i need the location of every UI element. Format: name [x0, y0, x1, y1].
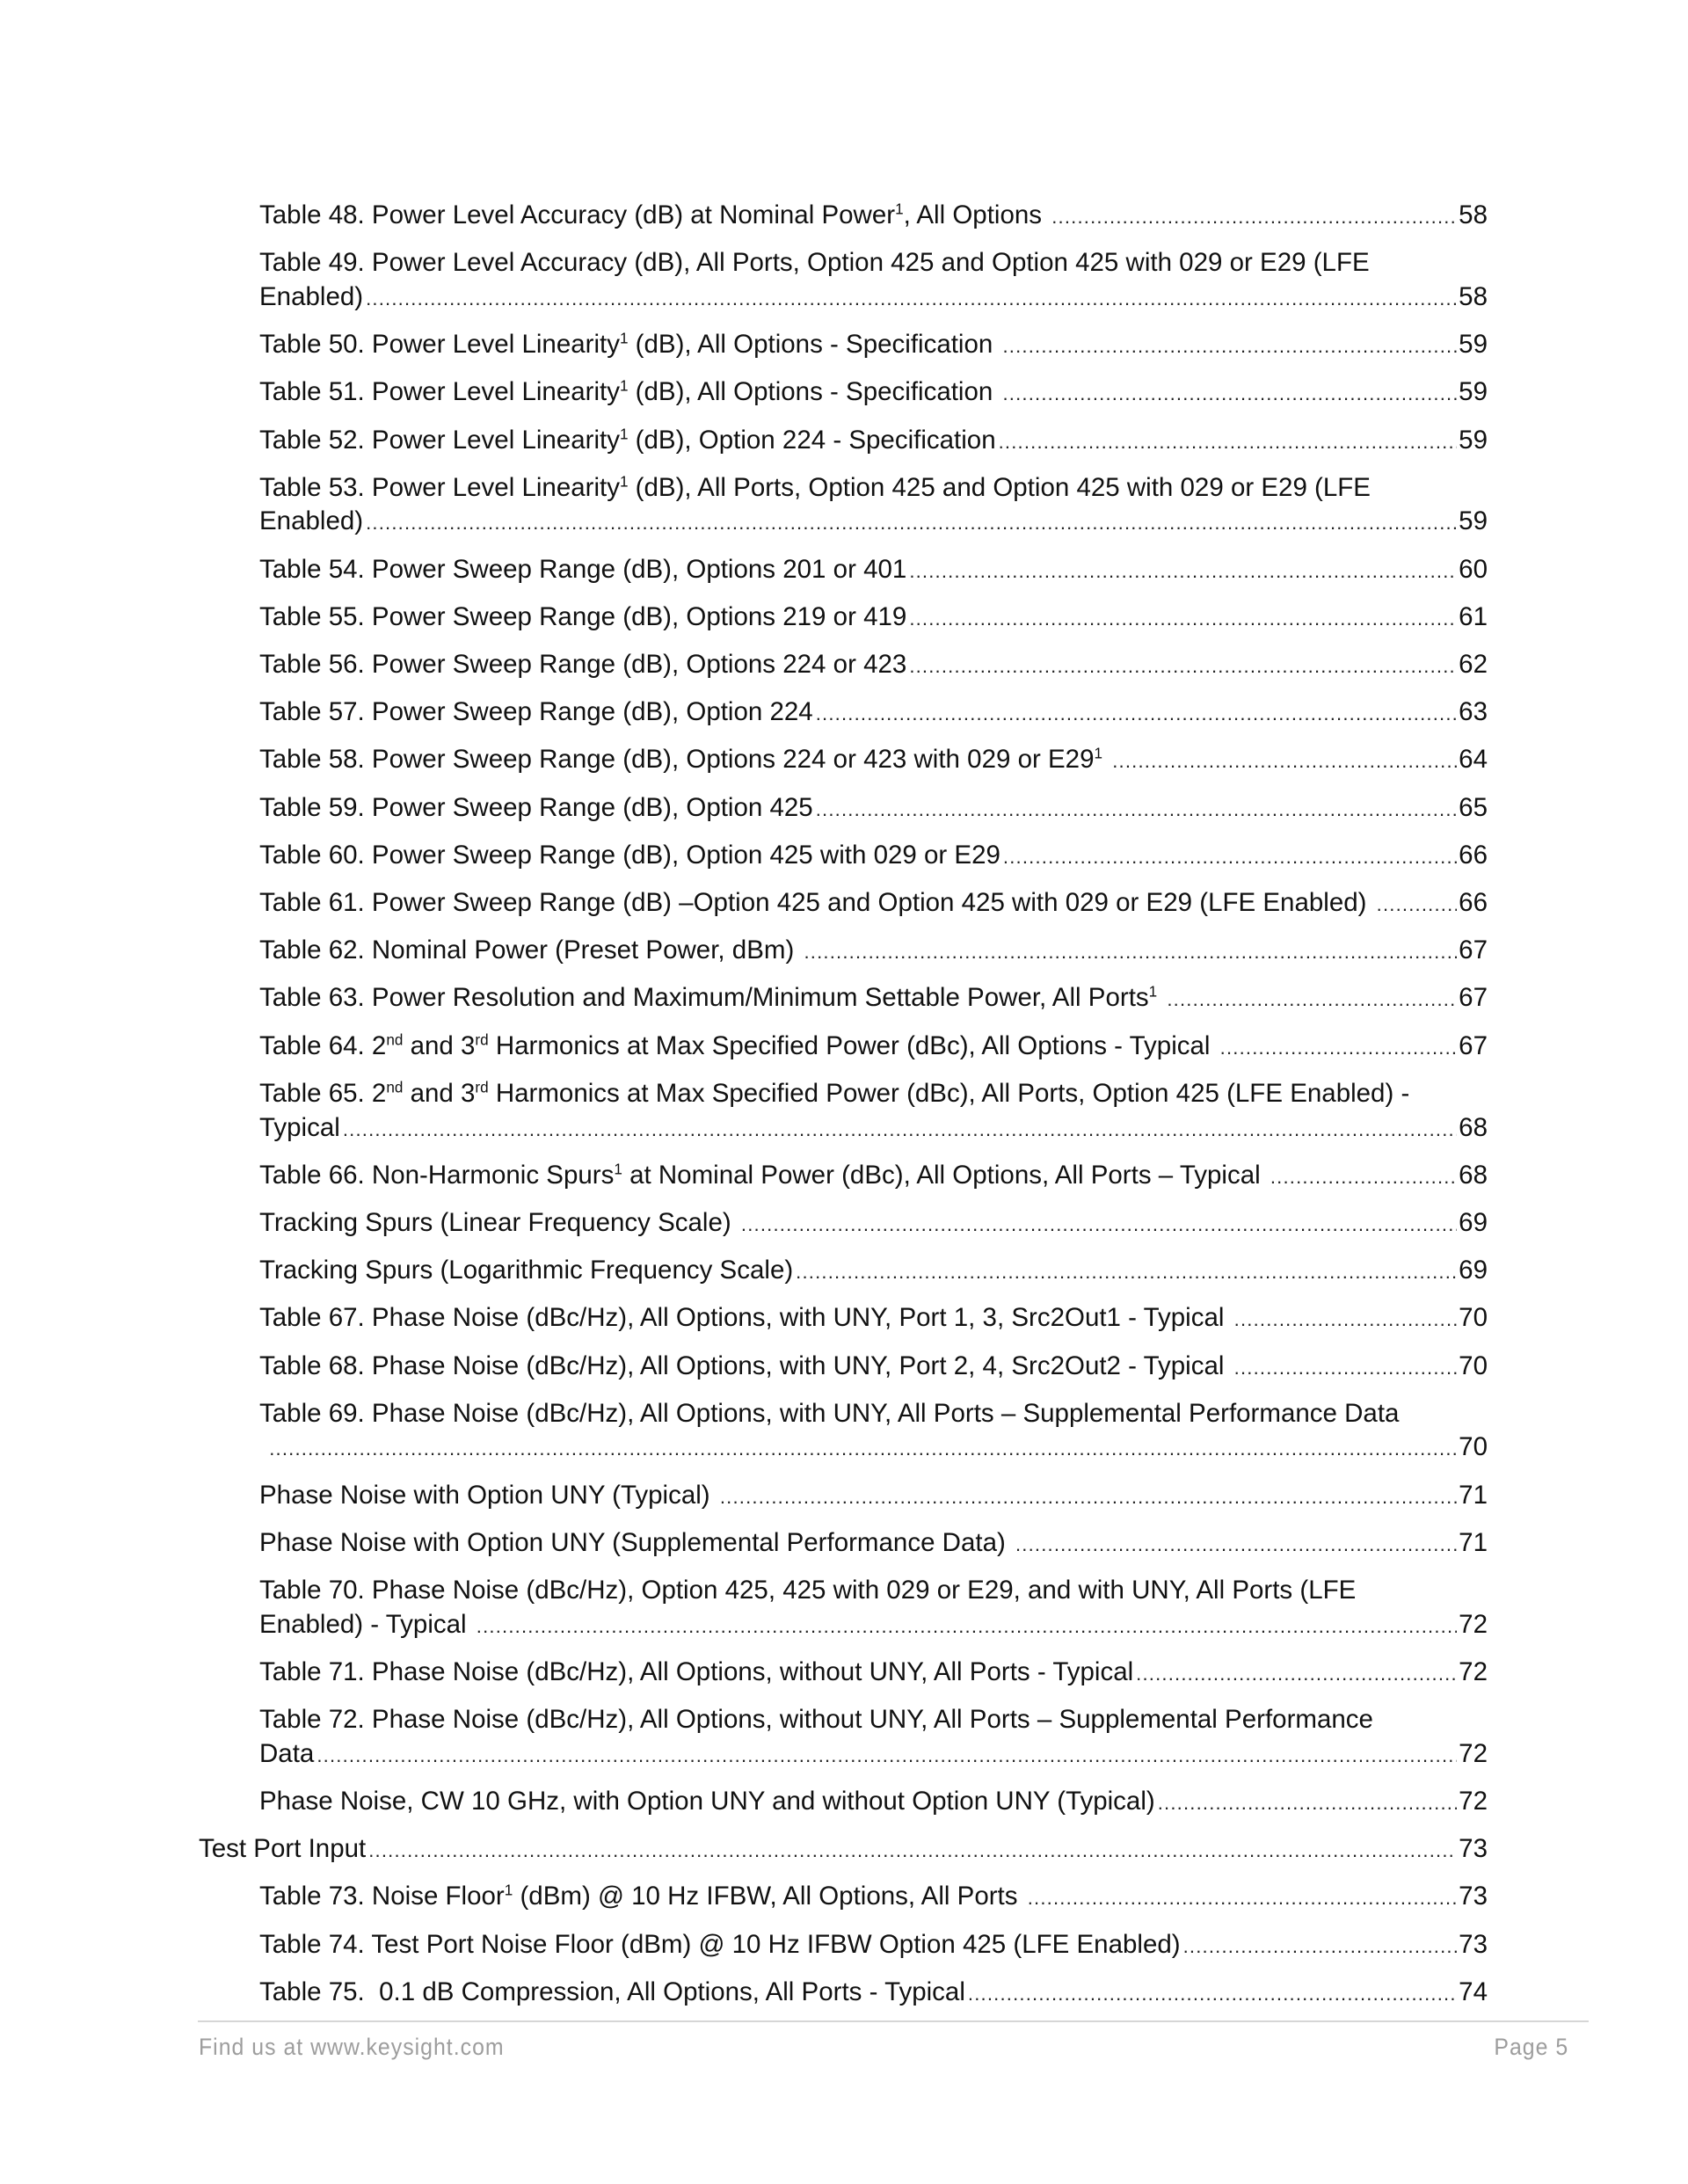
- toc-entry-title: Tracking Spurs (Linear Frequency Scale): [259, 1207, 738, 1237]
- toc-entry-title: Table 71. Phase Noise (dBc/Hz), All Options, without UNY, All Ports - Typical: [259, 1656, 1134, 1686]
- toc-entry-title: Phase Noise, CW 10 GHz, with Option UNY and without Option UNY (Typical): [259, 1787, 1155, 1816]
- dot-leader: [816, 697, 1457, 731]
- superscript: 1: [619, 330, 629, 347]
- toc-page-number[interactable]: 73: [1459, 1882, 1488, 1911]
- superscript: nd: [386, 1031, 404, 1048]
- dot-leader: [1158, 1787, 1457, 1820]
- toc-entry-title: Table 51. Power Level Linearity$^1$ (dB), All Options - Specification: [259, 377, 1000, 407]
- toc-page-number[interactable]: 58: [1459, 200, 1488, 229]
- toc-entry-title: Table 59. Power Sweep Range (dB), Option 425: [259, 792, 813, 822]
- toc-entry-line[interactable]: [259, 648, 1488, 681]
- toc-page-number[interactable]: 68: [1459, 1160, 1488, 1190]
- superscript: 1: [1094, 745, 1103, 762]
- toc-entry-title: Table 74. Test Port Noise Floor (dBm) @ 10 Hz IFBW Option 425 (LFE Enabled): [259, 1929, 1181, 1959]
- toc-entry-line[interactable]: [259, 791, 1488, 825]
- toc-entry-line[interactable]: [259, 199, 1488, 232]
- toc-page-number[interactable]: 67: [1459, 935, 1488, 965]
- toc-page-number[interactable]: 59: [1459, 377, 1488, 407]
- toc-page-number[interactable]: 67: [1459, 983, 1488, 1013]
- toc-entry-line[interactable]: [259, 375, 1488, 409]
- toc-entry-title: Table 62. Nominal Power (Preset Power, dBm): [259, 935, 802, 965]
- footer-website: Find us at www.keysight.com: [199, 2034, 505, 2060]
- toc-page-number[interactable]: 58: [1459, 281, 1488, 311]
- toc-entry-line[interactable]: [259, 981, 1488, 1015]
- toc-entry-line[interactable]: [259, 246, 1488, 280]
- superscript: 1: [895, 200, 904, 218]
- dot-leader: [909, 555, 1457, 588]
- toc-page-number[interactable]: 70: [1459, 1432, 1488, 1462]
- dot-leader: [1112, 745, 1457, 778]
- toc-entry-line[interactable]: [259, 1301, 1488, 1335]
- toc-page-number[interactable]: 71: [1459, 1527, 1488, 1557]
- toc-entry-title: Table 61. Power Sweep Range (dB) –Option 425 and Option 425 with 029 or E29 (LFE Enabled): [259, 888, 1374, 917]
- superscript: 1: [619, 425, 629, 442]
- toc-page-number[interactable]: 60: [1459, 554, 1488, 584]
- toc-entry-line[interactable]: [259, 424, 1488, 457]
- toc-page-number[interactable]: 62: [1459, 650, 1488, 679]
- dot-leader: [1028, 1882, 1457, 1915]
- toc-entry-title: Table 67. Phase Noise (dBc/Hz), All Options, with UNY, Port 1, 3, Src2Out1 - Typical: [259, 1303, 1232, 1333]
- dot-leader: [999, 426, 1458, 459]
- footer-page-number: Page 5: [1494, 2034, 1568, 2060]
- toc-entry-line[interactable]: [259, 1350, 1488, 1383]
- dot-leader: [968, 1977, 1457, 2011]
- toc-page-number[interactable]: 72: [1459, 1738, 1488, 1768]
- toc-entry-line[interactable]: [259, 280, 1488, 314]
- toc-entry-title: Table 52. Power Level Linearity$^1$ (dB), Option 224 - Specification: [259, 425, 996, 455]
- toc-entry-line[interactable]: [259, 886, 1488, 920]
- dot-leader: [1234, 1303, 1458, 1336]
- superscript: 1: [619, 473, 629, 491]
- toc-entry-line[interactable]: [259, 328, 1488, 361]
- toc-entry-title: Table 56. Power Sweep Range (dB), Options 224 or 423: [259, 650, 907, 679]
- toc-page-number[interactable]: 71: [1459, 1480, 1488, 1510]
- dot-leader: [796, 1256, 1457, 1289]
- toc-entry-line[interactable]: [259, 1254, 1488, 1287]
- toc-entry-line[interactable]: [259, 1479, 1488, 1512]
- toc-entry-title: Table 49. Power Level Accuracy (dB), All Ports, Option 425 and Option 425 with 029 or E29 (LFE: [259, 248, 1370, 278]
- toc-entry-title: Enabled): [259, 506, 364, 536]
- dot-leader: [368, 1834, 1457, 1867]
- toc-entry-line[interactable]: [259, 1574, 1488, 1607]
- superscript: 1: [619, 377, 629, 395]
- toc-entry-line[interactable]: [259, 1030, 1488, 1063]
- toc-page-number[interactable]: 67: [1459, 1030, 1488, 1060]
- toc-entry-line[interactable]: [259, 1703, 1488, 1736]
- toc-entry-line[interactable]: [259, 1608, 1488, 1642]
- toc-entry-title: Table 53. Power Level Linearity$^1$ (dB), All Ports, Option 425 and Option 425 with 029 or E29 (LFE: [259, 472, 1371, 502]
- toc-page-number[interactable]: 59: [1459, 506, 1488, 536]
- toc-page-number[interactable]: 73: [1459, 1834, 1488, 1864]
- toc-entry-line[interactable]: [259, 1397, 1488, 1431]
- toc-entry-line[interactable]: [259, 553, 1488, 586]
- toc-entry-line[interactable]: [259, 1077, 1488, 1110]
- toc-entry-line[interactable]: [259, 839, 1488, 872]
- toc-entry-title: [259, 1431, 266, 1464]
- toc-page-number[interactable]: 61: [1459, 601, 1488, 631]
- toc-page-number[interactable]: 73: [1459, 1929, 1488, 1959]
- toc-page-number[interactable]: 59: [1459, 425, 1488, 455]
- toc-page-number[interactable]: 63: [1459, 697, 1488, 727]
- toc-entry-title: Table 64. 2nd and 3rd Harmonics at Max Specified Power (dBc), All Options - Typical: [259, 1030, 1218, 1060]
- toc-entry-line[interactable]: [259, 505, 1488, 538]
- toc-entry-title: Table 73. Noise Floor$^1$ (dBm) @ 10 Hz IFBW, All Options, All Ports: [259, 1882, 1025, 1911]
- dot-leader: [1136, 1657, 1457, 1691]
- toc-entry-line[interactable]: [259, 743, 1488, 776]
- toc-page-number[interactable]: 74: [1459, 1977, 1488, 2006]
- dot-leader: [1220, 1031, 1458, 1065]
- superscript: 1: [614, 1161, 622, 1178]
- toc-entry-title: Table 50. Power Level Linearity$^1$ (dB), All Options - Specification: [259, 330, 1000, 360]
- toc-entry-title: Table 68. Phase Noise (dBc/Hz), All Options, with UNY, Port 2, 4, Src2Out2 - Typical: [259, 1350, 1232, 1380]
- dot-leader: [343, 1113, 1457, 1147]
- toc-entry-line[interactable]: [259, 1785, 1488, 1818]
- dot-leader: [1003, 330, 1458, 363]
- toc-entry-title: Table 72. Phase Noise (dBc/Hz), All Options, without UNY, All Ports – Supplemental Performance: [259, 1705, 1373, 1735]
- dot-leader: [909, 602, 1457, 636]
- toc-page-number[interactable]: 70: [1459, 1350, 1488, 1380]
- toc-entry-title: Table 60. Power Sweep Range (dB), Option 425 with 029 or E29: [259, 840, 1000, 870]
- toc-page-number[interactable]: 69: [1459, 1207, 1488, 1237]
- dot-leader: [1167, 983, 1457, 1016]
- dot-leader: [269, 1432, 1457, 1466]
- dot-leader: [366, 282, 1457, 316]
- superscript: rd: [475, 1079, 489, 1096]
- toc-page-number[interactable]: 72: [1459, 1609, 1488, 1639]
- toc-entry-title: Table 69. Phase Noise (dBc/Hz), All Options, with UNY, All Ports – Supplemental Performance Data: [259, 1398, 1400, 1428]
- toc-entry-title: Enabled) - Typical: [259, 1609, 474, 1639]
- toc-entry-line[interactable]: [259, 1928, 1488, 1962]
- dot-leader: [1015, 1528, 1457, 1562]
- superscript: nd: [386, 1079, 404, 1096]
- dot-leader: [1003, 841, 1457, 874]
- toc-entry-title: Typical: [259, 1112, 340, 1142]
- dot-leader: [316, 1739, 1457, 1773]
- toc-page-number[interactable]: 59: [1459, 330, 1488, 360]
- superscript: 1: [504, 1882, 513, 1899]
- dot-leader: [477, 1610, 1457, 1643]
- dot-leader: [816, 793, 1457, 826]
- toc-entry-title: Table 65. 2nd and 3rd Harmonics at Max Specified Power (dBc), All Ports, Option 425 (LFE Enabled) -: [259, 1078, 1410, 1108]
- toc-entry-line[interactable]: [259, 1737, 1488, 1771]
- toc-entry-line[interactable]: [259, 471, 1488, 505]
- toc-entry-line[interactable]: [259, 1206, 1488, 1240]
- toc-page-number[interactable]: 64: [1459, 745, 1488, 775]
- dot-leader: [366, 506, 1457, 540]
- toc-entry-title: Table 58. Power Sweep Range (dB), Options 224 or 423 with 029 or $E29^1$: [259, 745, 1103, 775]
- toc-entry-line[interactable]: [199, 1832, 1488, 1866]
- toc-page-number[interactable]: 72: [1459, 1656, 1488, 1686]
- toc-entry-line[interactable]: [259, 601, 1488, 634]
- toc-entry-title: Table 66. Non-Harmonic Spurs$^1$ at Nominal Power (dBc), All Options, All Ports – Typical: [259, 1160, 1268, 1190]
- dot-leader: [1183, 1930, 1458, 1963]
- toc-entry-line[interactable]: [259, 695, 1488, 729]
- dot-leader: [720, 1481, 1457, 1514]
- toc-entry-title: Table 55. Power Sweep Range (dB), Options 219 or 419: [259, 601, 907, 631]
- superscript: 1: [1148, 983, 1158, 1001]
- toc-entry-line[interactable]: [259, 1431, 1488, 1464]
- toc-page-number[interactable]: 68: [1459, 1112, 1488, 1142]
- dot-leader: [1003, 377, 1458, 411]
- toc-entry-title: Phase Noise with Option UNY (Typical): [259, 1480, 717, 1510]
- toc-entry-title: Table 70. Phase Noise (dBc/Hz), Option 425, 425 with 029 or E29, and with UNY, All Ports (LFE: [259, 1576, 1357, 1605]
- dot-leader: [1234, 1351, 1458, 1385]
- dot-leader: [909, 650, 1457, 683]
- toc-entry-title: Tracking Spurs (Logarithmic Frequency Scale): [259, 1256, 794, 1285]
- toc-page-number[interactable]: 70: [1459, 1303, 1488, 1333]
- toc-page-number[interactable]: 66: [1459, 840, 1488, 870]
- toc-entry-line[interactable]: [259, 1111, 1488, 1145]
- toc-entry-title: Table 57. Power Sweep Range (dB), Option 224: [259, 697, 813, 727]
- dot-leader: [741, 1208, 1457, 1241]
- dot-leader: [1270, 1161, 1457, 1194]
- toc-page-number[interactable]: 69: [1459, 1256, 1488, 1285]
- toc-entry-line[interactable]: [259, 934, 1488, 967]
- toc-entry-line[interactable]: [259, 1656, 1488, 1689]
- superscript: rd: [475, 1031, 489, 1048]
- toc-entry-line[interactable]: [259, 1159, 1488, 1192]
- toc-entry-line[interactable]: [259, 1976, 1488, 2009]
- toc-entry-title: Table 63. Power Resolution and Maximum/Minimum Settable Power, All Ports$^1$: [259, 983, 1158, 1013]
- footer-divider: [198, 2020, 1589, 2022]
- toc-entry-line[interactable]: [259, 1880, 1488, 1913]
- toc-entry-title: Table 54. Power Sweep Range (dB), Options 201 or 401: [259, 554, 907, 584]
- dot-leader: [1051, 200, 1457, 234]
- toc-page-number[interactable]: 66: [1459, 888, 1488, 917]
- toc-entry-title: Table 75. 0.1 dB Compression, All Options, All Ports - Typical: [259, 1977, 965, 2006]
- toc-entry-title: Enabled): [259, 281, 364, 311]
- toc-entry-title: Test Port Input: [199, 1834, 367, 1864]
- toc-entry-title: Table 48. Power Level Accuracy (dB) at Nominal Power$^1$, All Options: [259, 200, 1050, 229]
- toc-entry-title: Phase Noise with Option UNY (Supplemental Performance Data): [259, 1527, 1013, 1557]
- dot-leader: [804, 935, 1457, 969]
- dot-leader: [1377, 888, 1458, 921]
- toc-entry-line[interactable]: [259, 1526, 1488, 1560]
- toc-page-number[interactable]: 72: [1459, 1787, 1488, 1816]
- toc-entry-title: Data: [259, 1738, 315, 1768]
- toc-page-number[interactable]: 65: [1459, 792, 1488, 822]
